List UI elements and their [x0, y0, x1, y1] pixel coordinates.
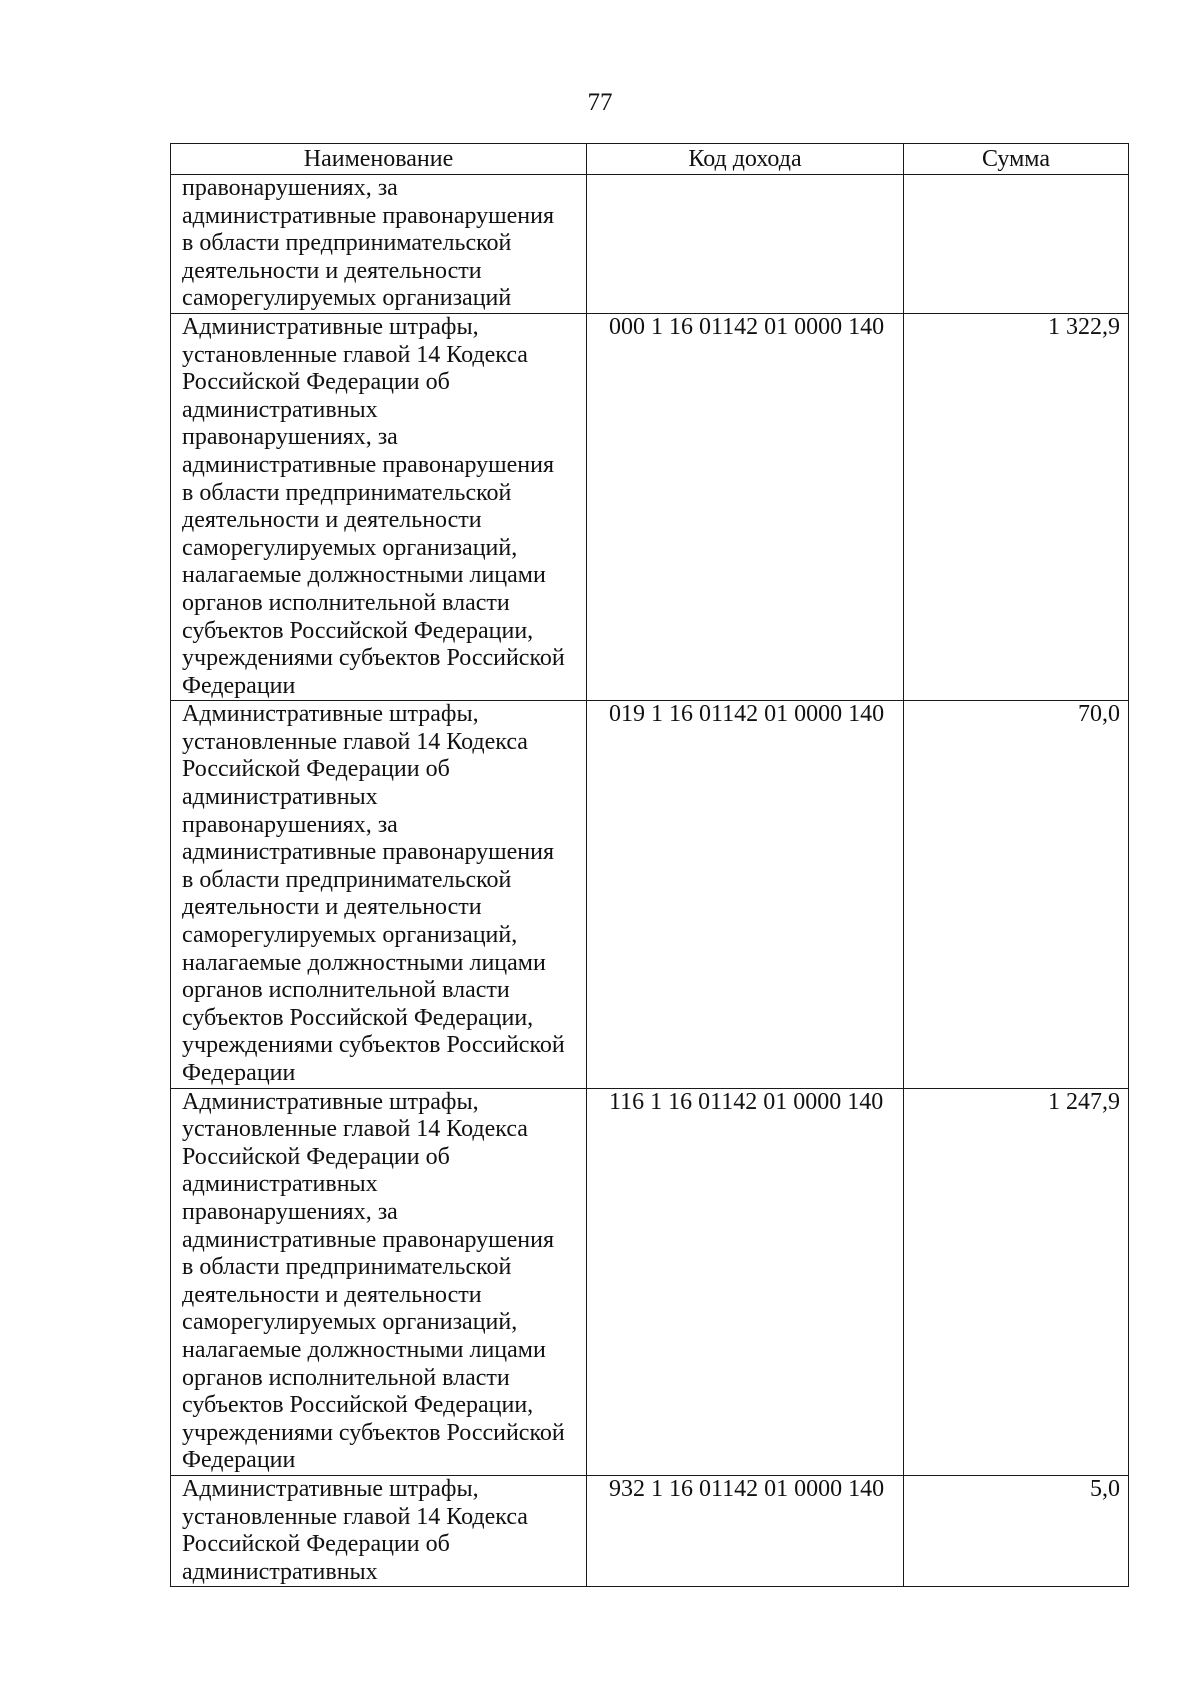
name-line: Российской Федерации об [182, 1531, 450, 1558]
row-code-cell: 116 1 16 01142 01 0000 140 [587, 1088, 904, 1475]
name-line: саморегулируемых организаций, [182, 922, 518, 949]
name-line: административные правонарушения [182, 839, 555, 866]
name-line: административных [182, 1171, 378, 1198]
name-line: Административные штрафы, [182, 313, 479, 340]
name-line: в области предпринимательской [182, 479, 512, 506]
revenue-table [170, 143, 1129, 1587]
name-line: Федерации [182, 1060, 296, 1086]
name-line: органов исполнительной власти [182, 589, 510, 616]
table-header [171, 144, 1129, 175]
name-line: административные правонарушения [182, 451, 555, 478]
table-row [171, 1088, 1129, 1475]
name-line: административных [182, 396, 378, 423]
name-line: учреждениями субъектов Российской [182, 1032, 565, 1059]
row-code-cell: 019 1 16 01142 01 0000 140 [587, 701, 904, 1088]
name-line: в области предпринимательской [182, 230, 512, 257]
name-line: в области предпринимательской [182, 866, 512, 893]
name-line: административных [182, 1558, 378, 1585]
row-amount-cell: 5,0 [904, 1475, 1129, 1586]
name-line: деятельности и деятельности [182, 894, 482, 921]
name-line: административные правонарушения [182, 202, 555, 229]
row-code-cell: 932 1 16 01142 01 0000 140 [587, 1475, 904, 1586]
table-row [171, 1475, 1129, 1586]
name-line: субъектов Российской Федерации, [182, 1004, 534, 1031]
header-row [171, 144, 1129, 175]
name-line: установленные главой 14 Кодекса [182, 1503, 528, 1530]
name-line: органов исполнительной власти [182, 977, 510, 1004]
name-line: учреждениями субъектов Российской [182, 1419, 565, 1446]
header-amount: Сумма [904, 144, 1129, 175]
name-line: налагаемые должностными лицами [182, 1336, 546, 1363]
row-name-cell [171, 313, 587, 700]
name-line: саморегулируемых организаций, [182, 534, 518, 561]
row-name-cell [171, 701, 587, 1088]
name-line: Российской Федерации об [182, 369, 450, 396]
header-code: Код дохода [587, 144, 904, 175]
name-line: деятельности и деятельности [182, 1281, 482, 1308]
name-line: Административные штрафы, [182, 1088, 479, 1115]
name-line: саморегулируемых организаций [182, 285, 512, 312]
row-amount-cell [904, 175, 1129, 314]
name-line: Федерации [182, 1447, 296, 1474]
row-name-cell [171, 1475, 587, 1586]
name-line: саморегулируемых организаций, [182, 1309, 518, 1336]
name-line: учреждениями субъектов Российской [182, 645, 565, 672]
page-number: 77 [587, 89, 613, 116]
name-line: установленные главой 14 Кодекса [182, 341, 528, 368]
name-line: административные правонарушения [182, 1226, 555, 1253]
name-line: налагаемые должностными лицами [182, 949, 546, 976]
row-code-cell [587, 175, 904, 314]
name-line: установленные главой 14 Кодекса [182, 1116, 528, 1143]
name-line: правонарушениях, за [182, 811, 398, 838]
row-name-cell [171, 175, 587, 314]
name-line: субъектов Российской Федерации, [182, 1392, 534, 1419]
name-line: органов исполнительной власти [182, 1364, 510, 1391]
name-line: правонарушениях, за [182, 424, 398, 451]
row-name-cell [171, 1088, 587, 1475]
row-amount-cell: 70,0 [904, 701, 1129, 1088]
name-line: Российской Федерации об [182, 1143, 450, 1170]
name-line: установленные главой 14 Кодекса [182, 728, 528, 755]
name-line: Административные штрафы, [182, 701, 479, 728]
table-row [171, 313, 1129, 700]
table-row [171, 175, 1129, 314]
row-code-cell: 000 1 16 01142 01 0000 140 [587, 313, 904, 700]
name-line: деятельности и деятельности [182, 507, 482, 534]
table-row [171, 701, 1129, 1088]
row-amount-cell: 1 322,9 [904, 313, 1129, 700]
name-line: налагаемые должностными лицами [182, 562, 546, 589]
name-line: правонарушениях, за [182, 175, 398, 201]
name-line: Федерации [182, 672, 296, 699]
name-line: деятельности и деятельности [182, 257, 482, 284]
name-line: правонарушениях, за [182, 1198, 398, 1225]
name-line: Административные штрафы, [182, 1475, 479, 1502]
name-line: в области предпринимательской [182, 1254, 512, 1281]
name-line: административных [182, 784, 378, 811]
name-line: субъектов Российской Федерации, [182, 617, 534, 644]
table-body [171, 175, 1129, 1587]
name-line: Российской Федерации об [182, 756, 450, 783]
header-name: Наименование [171, 144, 587, 175]
row-amount-cell: 1 247,9 [904, 1088, 1129, 1475]
